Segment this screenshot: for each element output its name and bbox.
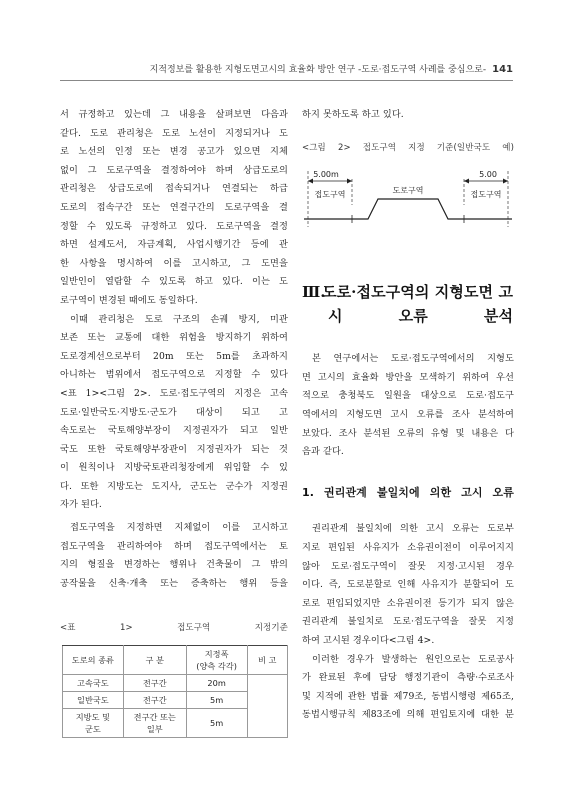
table-row [63,675,288,692]
road-zone-label: 도로구역 [392,186,424,196]
section-title-line: 시 오류 분석 [328,307,514,326]
arrowhead [503,179,508,184]
text-line: 도로경계선으로부터 20m 또는 5m를 초과하지 [60,350,288,362]
col-header-section: 구 분 [123,646,186,675]
text-line: 접도구역을 관리하여야 하며 접도구역에서는 토 [60,540,288,552]
cell-width: 5m [186,709,247,738]
text-line: 가 완료된 후에 담당 행정기관이 측량·수로조사 [302,672,514,684]
col-header-width: 지정폭 (양측 각각) [186,646,247,675]
cell-section: 전구간 [123,692,186,709]
text-line: 이다. 즉, 도로분할로 인해 사유지가 분할되어 도 [302,579,514,591]
text-line: 하여 고시된 경우이다<그림 4>. [302,634,435,646]
cell-type: 고속국도 [63,675,124,692]
text-line: 자가 된다. [60,499,102,511]
arrowhead [464,179,469,184]
text-line: 없이 그 도로구역을 결정하여야 하며 상급도로의 [60,164,288,176]
section-heading [302,280,514,328]
text-line: 일반인이 열람할 수 있도록 하고 있다. 이는 도 [60,276,288,288]
col-header-remark: 비 고 [247,646,288,675]
table-caption: <표 1> 접도구역 지정기준 [60,623,288,634]
text-line: 같다. 도로 관리청은 도로 노선이 지정되거나 도 [60,127,288,139]
right-column [302,106,514,725]
left-paragraph-1 [60,106,288,311]
header-rule [60,80,513,81]
text-line: 본 연구에서는 도로·접도구역에서의 지형도 [312,353,514,365]
text-line: 적으로 충청북도 일원을 대상으로 도로·접도구 [302,390,514,402]
text-line: 다. 또한 지방도는 도지사, 군도는 군수가 지정권 [60,480,288,492]
text-line: 권리관계 불일치로 도로·접도구역을 잘못 지정 [302,616,514,628]
right-paragraph-3 [302,651,514,725]
text-line: <표 1><그림 2>. 도로·접도구역의 지정은 고속 [60,387,288,399]
section-numeral: Ⅲ. [302,283,326,302]
cell-remark [247,675,288,738]
right-paragraph-1 [302,350,514,462]
text-line: 아니하는 범위에서 접도구역으로 지정할 수 있다 [60,369,288,381]
road-profile [304,199,512,219]
designation-criteria-table [62,645,288,738]
right-paragraph-2 [302,520,514,650]
text-line: 관리청은 상급도로에 접속되거나 연결되는 하급 [60,183,288,195]
text-line: 한 사항을 명시하여 이를 고시하고, 그 도면을 [60,257,288,269]
text-line: 이러한 경우가 발생하는 원인으로는 도로공사 [312,653,514,665]
left-paragraph-2 [60,311,288,516]
page-number: 141 [492,64,513,75]
text-line: 음과 같다. [302,446,344,458]
text-line: 도로·일반국도·지방도·군도가 대상이 되고 고 [60,406,288,418]
text-line: 및 지적에 관한 법률 제79조, 동법시행령 제65조, [302,690,514,702]
text-line: 속도로는 국토해양부장이 지정권자가 되고 일반 [60,425,288,437]
text-line: 지로 편입된 사유지가 소유권이전이 이루어지지 [302,541,514,553]
text-line: 보았다. 조사 분석된 오류의 유형 및 내용은 다 [302,427,514,439]
text-line: 하면 설계도서, 자금계획, 사업시행기간 등에 관 [60,239,288,251]
right-dimension-label: 5.00 [479,170,497,180]
text-line: 보존 또는 교통에 대한 위험을 방지하기 위하여 [60,332,288,344]
text-line: 권리관계 불일치에 의한 고시 오류는 도로부 [312,523,514,535]
text-line: 지의 형질을 변경하는 행위나 건축물이 그 밖의 [60,559,288,571]
text-line: 국도 또한 국토해양부장관이 지정권자가 되는 것 [60,443,288,455]
cell-section: 전구간 또는 일부 [123,709,186,738]
text-line: 이때 관리청은 도로 구조의 손궤 방지, 미관 [70,313,288,325]
figure-caption: <그림 2> 접도구역 지정 기준(일반국도 예) [302,142,514,153]
left-column [60,106,288,738]
cell-type: 일반국도 [63,692,124,709]
left-dimension-label: 5.00m [313,170,339,180]
subsection-title: 1. 권리관계 불일치에 의한 고시 오류 [302,485,514,499]
col-header-type: 도로의 종류 [63,646,124,675]
running-title: 지적정보를 활용한 지형도면고시의 효율화 방안 연구 -도로·접도구역 사례를 중심으로- [149,65,487,75]
text-line: 로로 편입되었지만 소유권이전 등기가 되지 않은 [302,597,514,609]
left-zone-label: 접도구역 [314,190,346,200]
text-line: 정할 수 있도록 규정하고 있다. 도로구역을 결정 [60,220,288,232]
text-line: 공작물을 신축·개축 또는 증축하는 행위 등을 [60,577,288,589]
text-line: 로 노선의 인정 또는 변경 공고가 있으면 지체 [60,146,288,158]
cell-width: 5m [186,692,247,709]
running-header [60,62,513,76]
text-line: 도로의 접속구간 또는 연결구간의 도로구역을 결 [60,201,288,213]
section-title-line: 도로·접도구역의 지형도면 고 [322,283,514,302]
cell-width: 20m [186,675,247,692]
text-line: 않아 도로·접도구역이 잘못 지정·고시된 경우 [302,560,514,572]
arrowhead [347,179,352,184]
zone-diagram-svg [302,165,514,235]
zone-diagram [302,165,514,235]
right-zone-label: 접도구역 [470,190,502,200]
text-line: 이 원칙이나 지방국토관리청장에게 위임할 수 있 [60,462,288,474]
cell-type: 지방도 및 군도 [63,709,124,738]
cell-section: 전구간 [123,675,186,692]
text-line: 하지 못하도록 하고 있다. [302,109,404,120]
text-line: 동법시행규칙 제83조에 의해 편입토지에 대한 분 [302,709,514,721]
text-line: 면 고시의 효율화 방안을 모색하기 위하여 우선 [302,371,514,383]
text-line: 역에서의 지형도면 고시 오류를 조사 분석하여 [302,408,514,420]
text-line: 접도구역을 지정하면 지체없이 이를 고시하고 [70,522,288,534]
left-paragraph-3 [60,519,288,593]
text-line: 로구역이 변경된 때에도 동일하다. [60,294,198,306]
text-line: 서 규정하고 있는데 그 내용을 살펴보면 다음과 [60,109,288,120]
arrowhead [308,179,313,184]
